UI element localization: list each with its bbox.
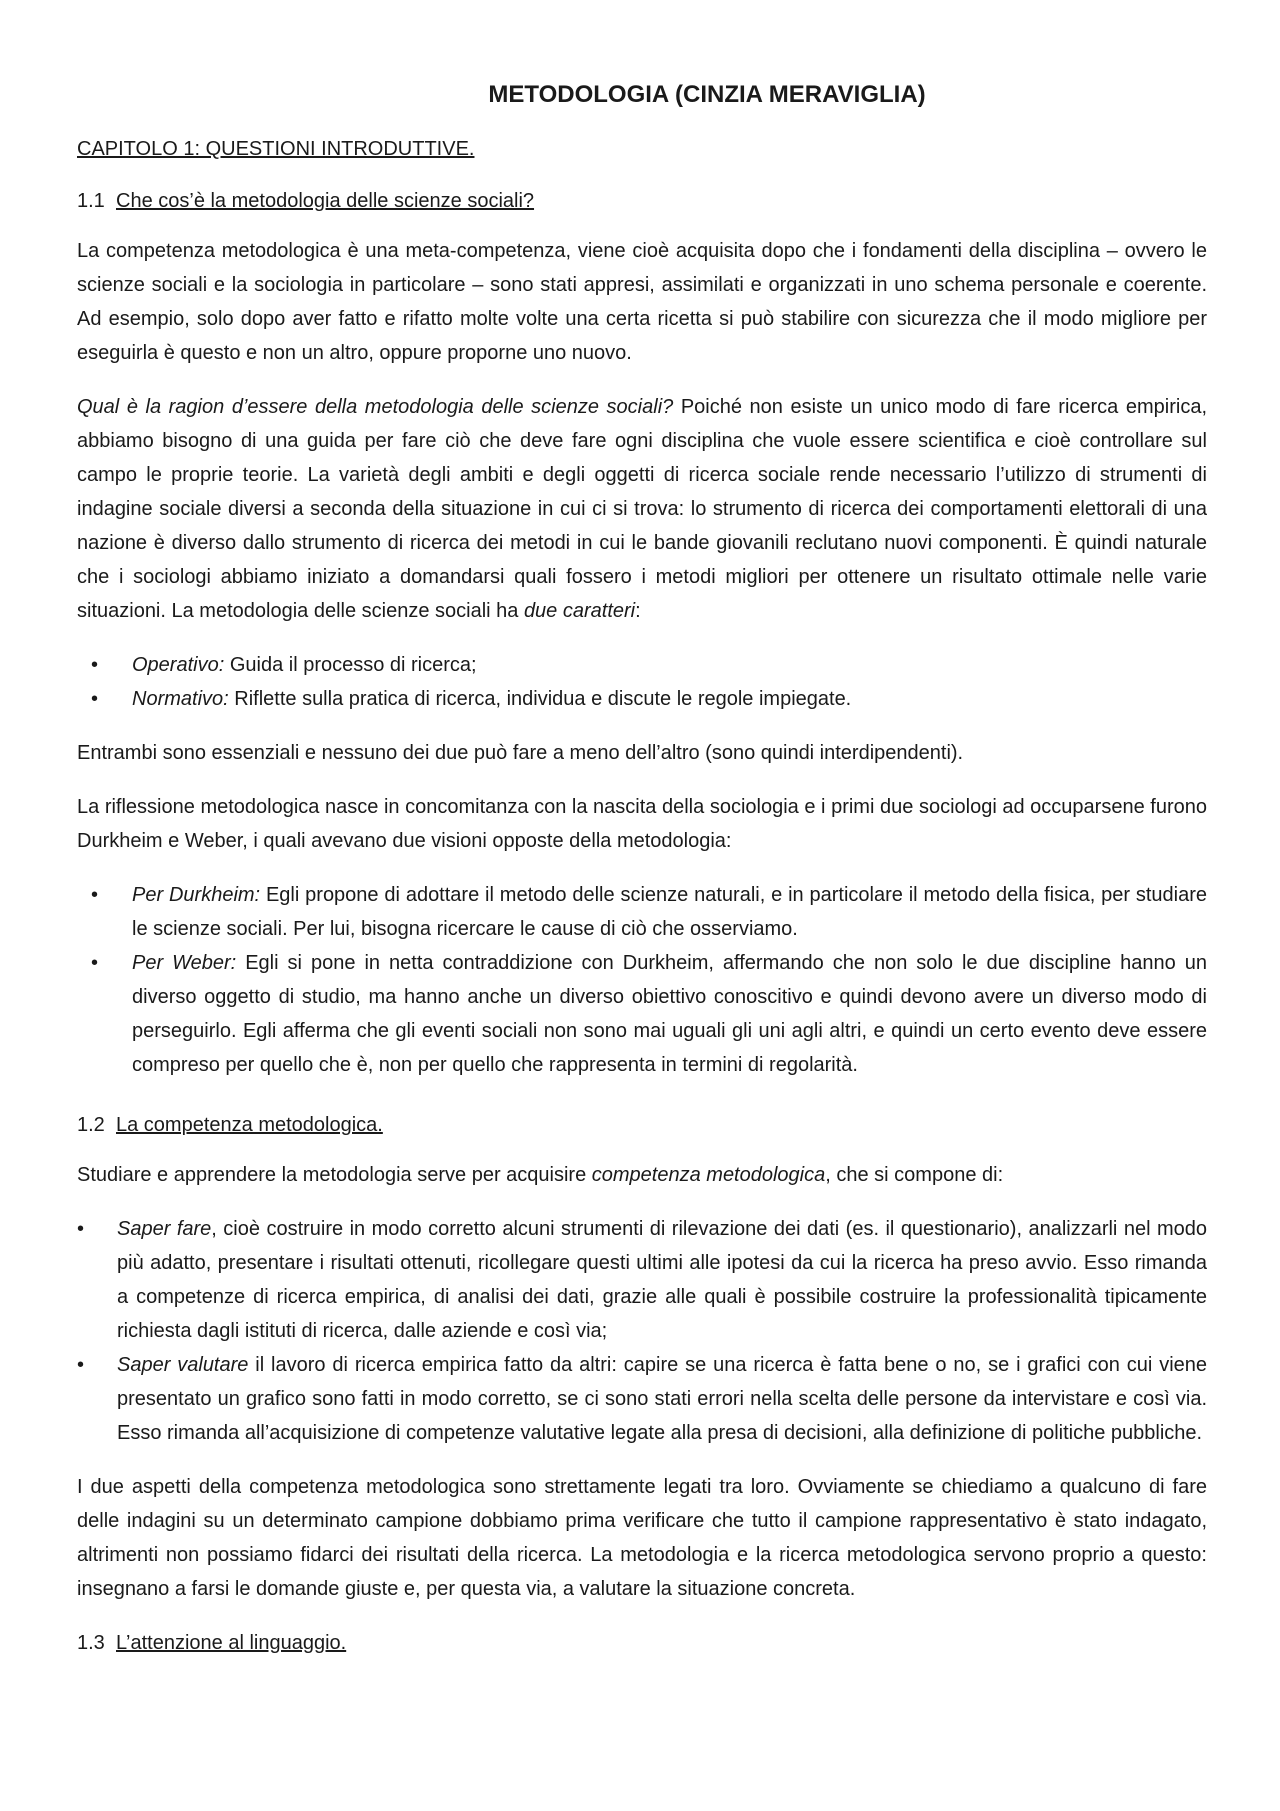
list-item-term: Operativo: xyxy=(132,654,225,676)
list-item-term: Normativo: xyxy=(132,688,229,710)
section-title: Che cos’è la metodologia delle scienze sociali? xyxy=(116,190,535,212)
list-item-term: Per Durkheim: xyxy=(132,884,261,906)
paragraph-text-end: : xyxy=(635,600,641,622)
list-item-text: il lavoro di ricerca empirica fatto da altri: capire se una ricerca è fatta bene o no, se i grafici con cui viene presentato un grafico sono fatti in modo corretto, se ci sono stati errori nella scelta delle persone da intervistare e così via. Esso rimanda all’acquisizione di competenze valutative legate alla presa di decisioni, alla definizione di politiche pubbliche. xyxy=(117,1354,1208,1444)
document-page xyxy=(77,78,1207,1676)
section-heading-1-2 xyxy=(77,1108,1207,1142)
bullet-list-caratteri xyxy=(77,648,1207,716)
list-item-text: , cioè costruire in modo corretto alcuni strumenti di rilevazione dei dati (es. il questionario), analizzarli nel modo più adatto, presentare i risultati ottenuti, ricollegare questi ultimi alle ipotesi da cui la ricerca ha preso avvio. Esso rimanda a competenze di ricerca empirica, di analisi dei dati, grazie alle quali è possibile costruire la professionalità tipicamente richiesta dagli istituti di ricerca, dalle aziende e così via; xyxy=(117,1218,1207,1342)
document-title: METODOLOGIA (CINZIA MERAVIGLIA) xyxy=(488,81,926,108)
paragraph-italic-term: due caratteri xyxy=(523,600,636,622)
section-title: L’attenzione al linguaggio. xyxy=(116,1632,347,1654)
section-title: La competenza metodologica. xyxy=(116,1114,383,1136)
paragraph-text: Studiare e apprendere la metodologia serve per acquisire xyxy=(77,1164,592,1186)
bullet-icon: • xyxy=(77,1218,85,1240)
section-number: 1.2 xyxy=(77,1114,105,1136)
paragraph-italic-term: competenza metodologica xyxy=(591,1164,826,1186)
chapter-heading: CAPITOLO 1: QUESTIONI INTRODUTTIVE. xyxy=(77,138,475,160)
list-item-text: Riflette sulla pratica di ricerca, individua e discute le regole impiegate. xyxy=(228,688,852,710)
list-item-term: Saper fare xyxy=(117,1218,212,1240)
bullet-icon: • xyxy=(91,952,99,974)
bullet-icon: • xyxy=(91,688,99,710)
paragraph-due-aspetti: I due aspetti della competenza metodologica sono strettamente legati tra loro. Ovviamente se chiediamo a qualcuno di fare delle indagini su un determinato campione dobbiamo prima verificare che tutto il campione rappresentativo è stato indagato, altrimenti non possiamo fidarci dei risultati della ricerca. La metodologia e la ricerca metodologica servono proprio a questo: insegnano a farsi le domande giuste e, per questa via, a valutare la situazione concreta. xyxy=(77,1476,1207,1600)
list-item xyxy=(77,1348,1207,1450)
section-number: 1.3 xyxy=(77,1632,105,1654)
list-item xyxy=(77,878,1207,946)
paragraph-riflessione: La riflessione metodologica nasce in concomitanza con la nascita della sociologia e i primi due sociologi ad occuparsene furono Durkheim e Weber, i quali avevano due visioni opposte della metodologia: xyxy=(77,796,1207,852)
paragraph-interdipendenti: Entrambi sono essenziali e nessuno dei due può fare a meno dell’altro (sono quindi interdipendenti). xyxy=(77,742,964,764)
list-item xyxy=(77,946,1207,1082)
list-item-text: Guida il processo di ricerca; xyxy=(224,654,477,676)
list-item xyxy=(77,1212,1207,1348)
list-item-text: Egli propone di adottare il metodo delle scienze naturali, e in particolare il metodo della fisica, per studiare le scienze sociali. Per lui, bisogna ricercare le cause di ciò che osserviamo. xyxy=(132,884,1208,940)
bullet-icon: • xyxy=(77,1354,85,1376)
bullet-list-competenze xyxy=(77,1212,1207,1450)
list-item xyxy=(77,682,1207,716)
list-item-term: Saper valutare xyxy=(117,1354,249,1376)
list-item-text: Egli si pone in netta contraddizione con Durkheim, affermando che non solo le due discipline hanno un diverso oggetto di studio, ma hanno anche un diverso obiettivo conoscitivo e quindi devono avere un diverso modo di perseguirlo. Egli afferma che gli eventi sociali non sono mai uguali gli uni agli altri, e quindi un certo evento deve essere compreso per quello che è, non per quello che rappresenta in termini di regolarità. xyxy=(132,952,1207,1076)
paragraph-studiare xyxy=(77,1158,1207,1192)
paragraph-meta-competenza: La competenza metodologica è una meta-competenza, viene cioè acquisita dopo che i fondamenti della disciplina – ovvero le scienze sociali e la sociologia in particolare – sono stati appresi, assimilati e organizzati in uno schema personale e coerente. Ad esempio, solo dopo aver fatto e rifatto molte volte una certa ricetta si può stabilire con sicurezza che il modo migliore per eseguirla è questo e non un altro, oppure proporne uno nuovo. xyxy=(77,240,1207,364)
paragraph-text-end: , che si compone di: xyxy=(825,1164,1004,1186)
section-heading-1-3 xyxy=(77,1626,1207,1660)
list-item-term: Per Weber: xyxy=(132,952,237,974)
paragraph-text: Poiché non esiste un unico modo di fare ricerca empirica, abbiamo bisogno di una guida per fare ciò che deve fare ogni disciplina che vuole essere scientifica e cioè controllare sul campo le proprie teorie. La varietà degli ambiti e degli oggetti di ricerca sociale rende necessario l’utilizzo di strumenti di indagine sociale diversi a seconda della situazione in cui ci si trova: lo strumento di ricerca dei comportamenti elettorali di una nazione è diverso dallo strumento di ricerca dei metodi in cui le bande giovanili reclutano nuovi componenti. È quindi naturale che i sociologi abbiamo iniziato a domandarsi quali fossero i metodi migliori per ottenere un risultato ottimale nelle varie situazioni. La metodologia delle scienze sociali ha xyxy=(77,396,1208,622)
section-heading-1-1 xyxy=(77,184,1207,218)
bullet-icon: • xyxy=(91,654,99,676)
paragraph-italic-question: Qual è la ragion d’essere della metodologia delle scienze sociali? xyxy=(77,396,674,418)
bullet-icon: • xyxy=(91,884,99,906)
list-item xyxy=(77,648,1207,682)
section-number: 1.1 xyxy=(77,190,105,212)
bullet-list-sociologi xyxy=(77,878,1207,1082)
paragraph-ragion-essere xyxy=(77,390,1207,628)
